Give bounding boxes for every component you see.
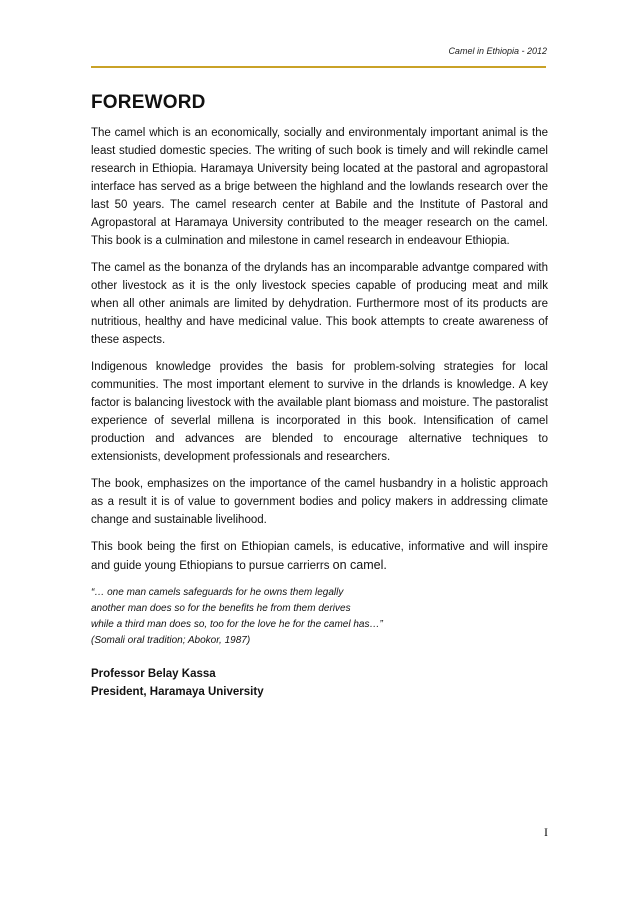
page-content — [91, 92, 548, 701]
quote-line: while a third man does so, too for the love he for the camel has…” — [91, 619, 383, 630]
header-rule — [91, 66, 546, 68]
paragraph-5 — [91, 538, 548, 575]
paragraph-1: The camel which is an economically, socially and environmentaly important animal is the least studied domestic species. The writing of such book is timely and will rekindle camel research in Ethiopia. Haramaya University being located at the pastoral and agropastoral interface has served as a brige between the highland and the lowlands research over the last 50 years. The camel research center at Babile and the Institute of Pastoral and Agropastoral at Haramaya University contributed to the meager research on the camel. This book is a culmination and milestone in camel research in endeavour Ethiopia. — [91, 127, 548, 247]
running-header: Camel in Ethiopia - 2012 — [448, 46, 547, 56]
signature-block — [91, 665, 548, 701]
oral-tradition-quote — [91, 585, 548, 649]
signatory-position: President, Haramaya University — [91, 686, 264, 698]
paragraph-2: The camel as the bonanza of the drylands has an incomparable advantge compared with other livestock as it is the only livestock species capable of producing meat and milk when all other animals are limited by dehydration. Furthermore most of its products are nutritious, healthy and have medicinal value. This book attempts to create awareness of these aspects. — [91, 262, 548, 346]
page-title: FOREWORD — [91, 92, 206, 113]
page-number: I — [544, 825, 548, 839]
signatory-name: Professor Belay Kassa — [91, 668, 216, 680]
quote-line: “… one man camels safeguards for he owns them legally — [91, 587, 344, 598]
quote-citation: (Somali oral tradition; Abokor, 1987) — [91, 635, 251, 646]
paragraph-5-text: This book being the first on Ethiopian camels, is educative, informative and will inspire and guide young Ethiopians to pursue carrierrs — [91, 541, 548, 572]
paragraph-5-tail: on camel. — [332, 558, 387, 572]
quote-line: another man does so for the benefits he from them derives — [91, 603, 351, 614]
paragraph-4: The book, emphasizes on the importance of the camel husbandry in a holistic approach as a result it is of value to government bodies and policy makers in addressing climate change and sustainable livelihood. — [91, 478, 548, 526]
paragraph-3: Indigenous knowledge provides the basis for problem-solving strategies for local communities. The most important element to survive in the drlands is knowledge. A key factor is balancing livestock with the available plant biomass and moisture. The pastoralist experience of severlal millena is incorporated in this book. Intensification of camel production and advances are blended to encourage alternative techniques to extensionists, development professionals and researchers. — [91, 361, 548, 463]
